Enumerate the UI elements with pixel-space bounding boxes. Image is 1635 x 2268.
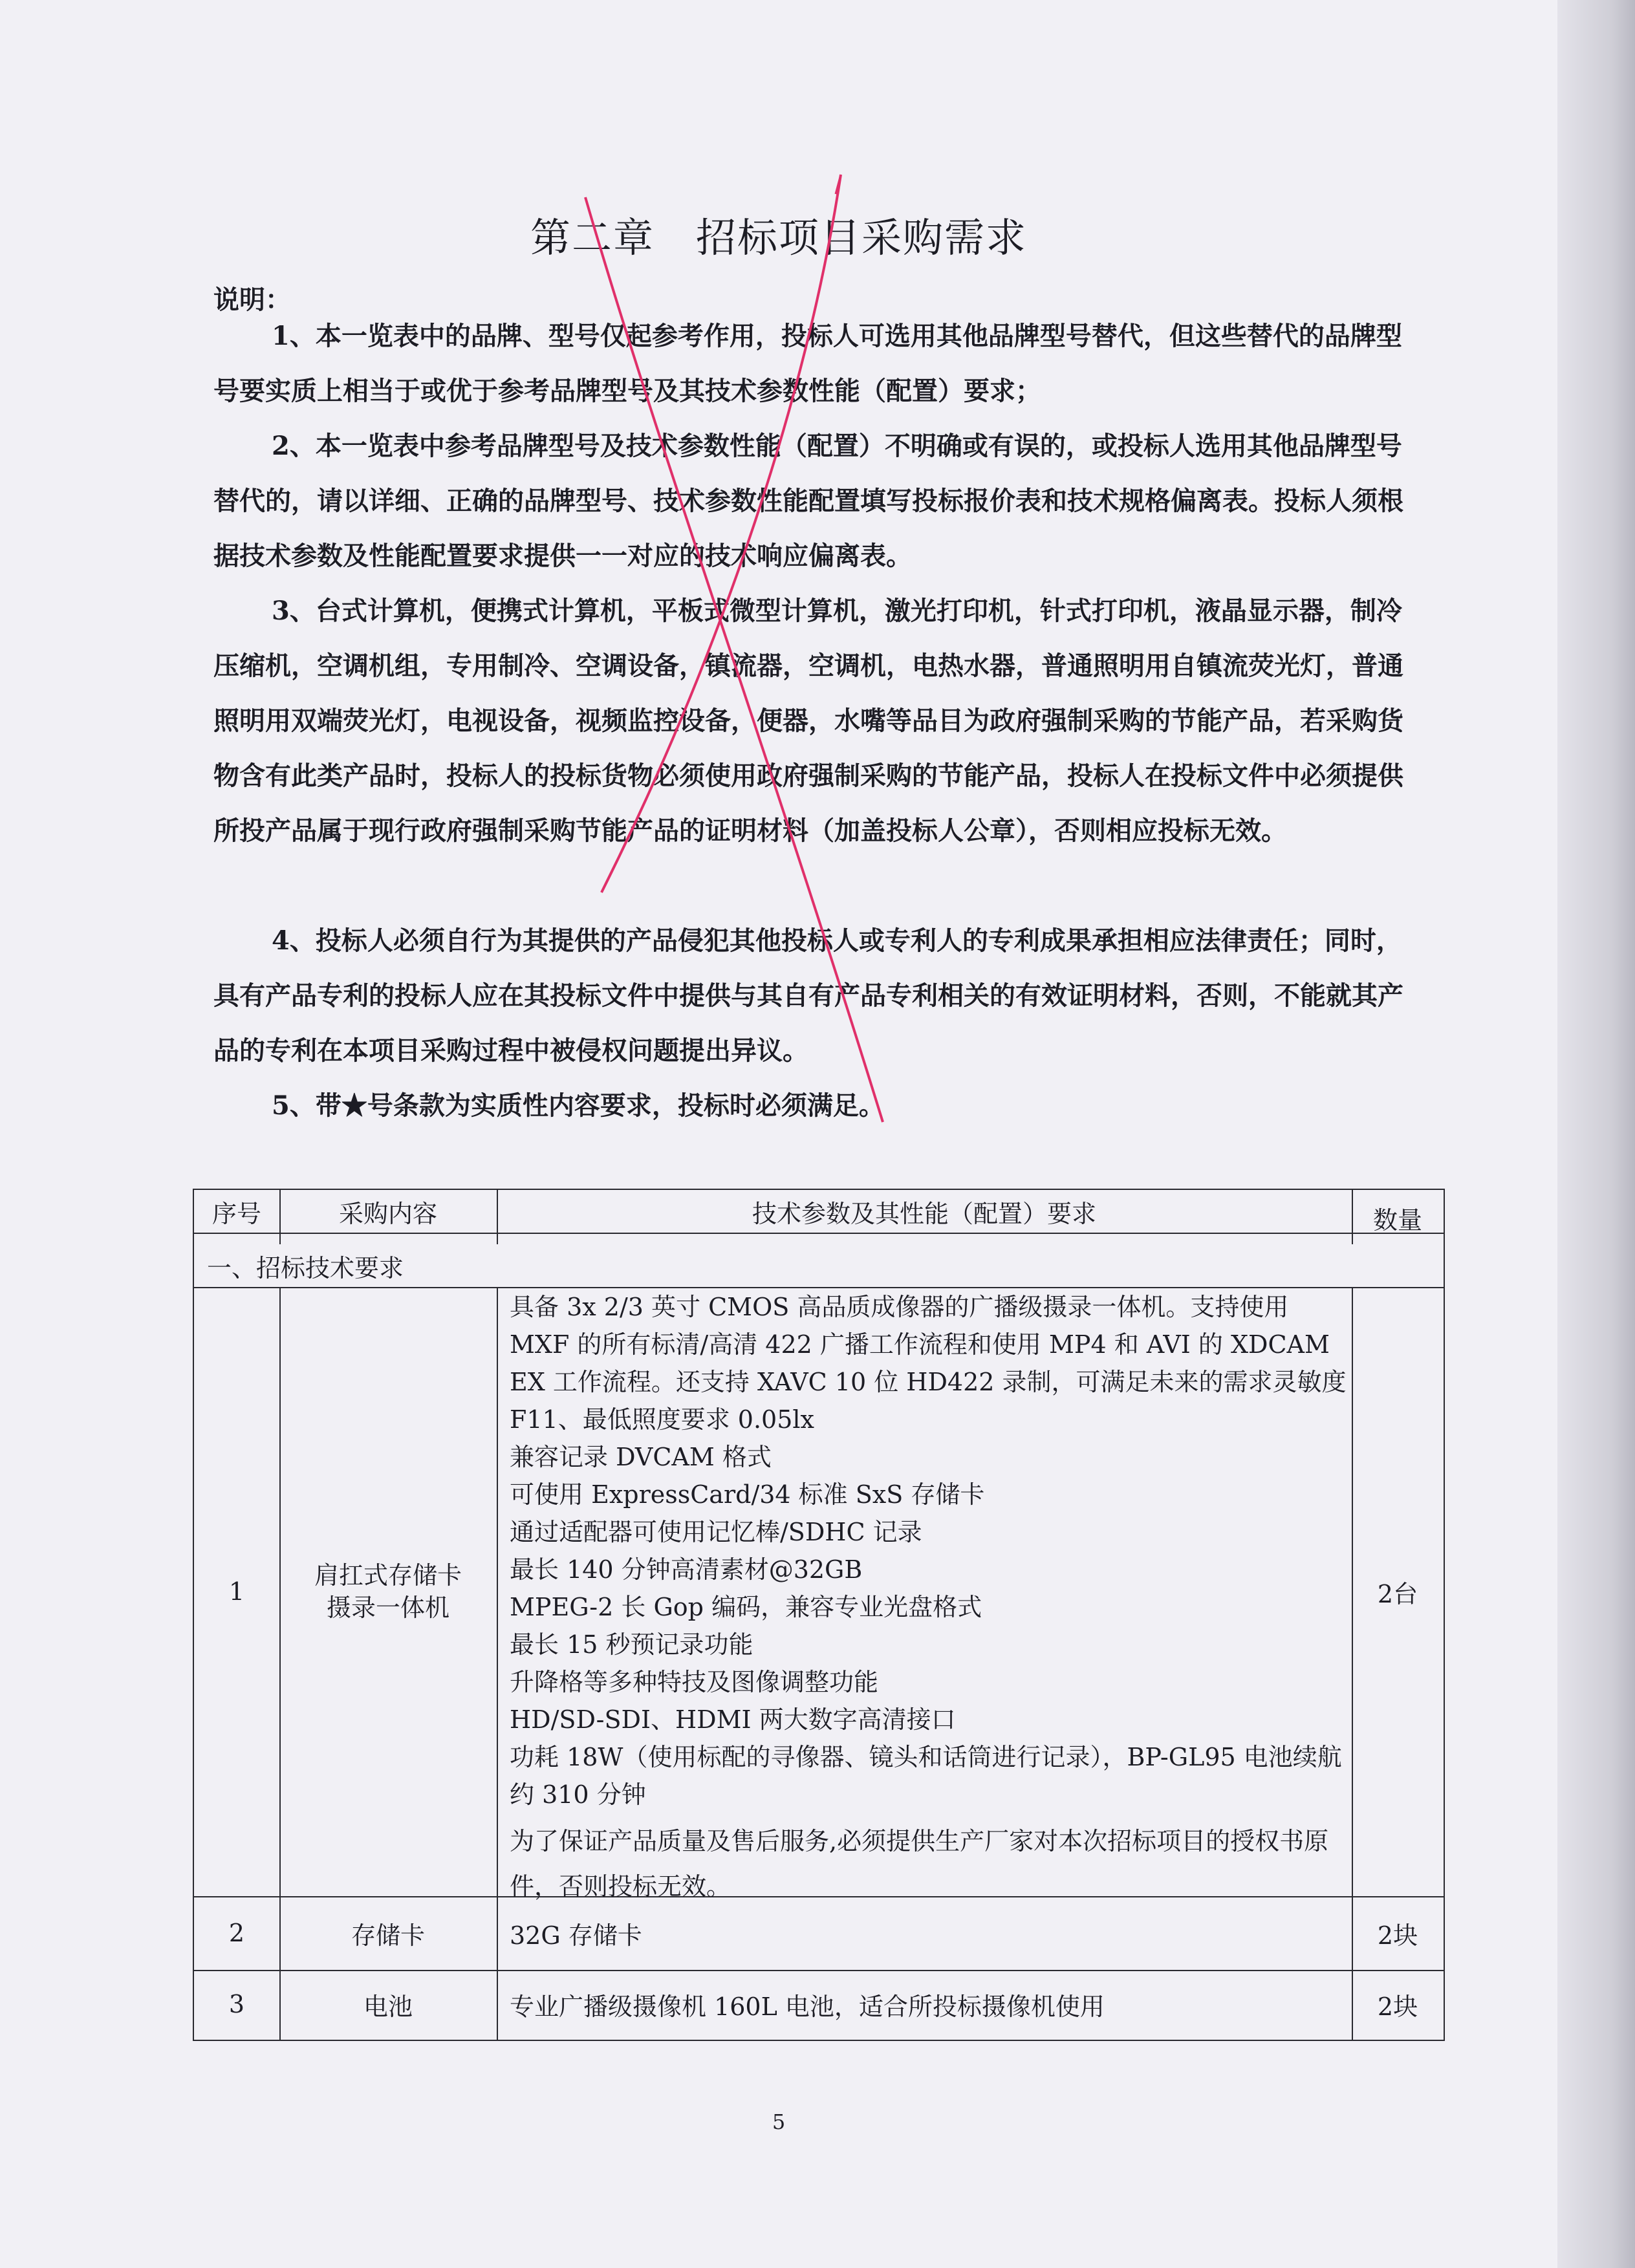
spec-line: MPEG-2 长 Gop 编码，兼容专业光盘格式	[510, 1593, 982, 1621]
spec-line: 最长 15 秒预记录功能	[510, 1630, 753, 1659]
note-2: 2、本一览表中参考品牌型号及技术参数性能（配置）不明确或有误的，或投标人选用其他品牌型号替代的，请以详细、正确的品牌型号、技术参数性能配置填写投标报价表和技术规格偏离表。投标人须根据技术参数及性能配置要求提供一一对应的技术响应偏离表。	[213, 431, 1403, 571]
note-5: 5、带★号条款为实质性内容要求，投标时必须满足。	[272, 1090, 885, 1121]
spec-line: 功耗 18W（使用标配的寻像器、镜头和话筒进行记录），BP-GL95 电池续航约 310 分钟	[510, 1743, 1342, 1809]
spec-line: 最长 140 分钟高清素材@32GB	[510, 1555, 863, 1584]
row-3-item: 电池	[363, 1992, 413, 2021]
note-1: 1、本一览表中的品牌、型号仅起参考作用，投标人可选用其他品牌型号替代，但这些替代的品牌型号要实质上相当于或优于参考品牌型号及其技术参数性能（配置）要求；	[213, 321, 1402, 406]
spec-line: 可使用 ExpressCard/34 标准 SxS 存储卡	[510, 1480, 985, 1509]
row-1-item: 肩扛式存储卡 摄录一体机	[314, 1561, 462, 1622]
header-item: 采购内容	[338, 1199, 437, 1228]
header-index: 序号	[211, 1199, 261, 1228]
row-3-spec: 专业广播级摄像机 160L 电池，适合所投标摄像机使用	[510, 1992, 1105, 2021]
note-4: 4、投标人必须自行为其提供的产品侵犯其他投标人或专利人的专利成果承担相应法律责任；同时，具有产品专利的投标人应在其投标文件中提供与其自有产品专利相关的有效证明材料，否则，不能就其产品的专利在本项目采购过程中被侵权问题提出异议。	[213, 925, 1403, 1066]
paper-edge	[1557, 0, 1635, 2268]
row-3-index: 3	[228, 1990, 245, 2018]
row-3-qty: 2块	[1377, 1992, 1418, 2021]
row-2-spec: 32G 存储卡	[510, 1921, 642, 1950]
row-1-qty: 2台	[1377, 1579, 1418, 1608]
notes-label: 说明：	[213, 285, 291, 315]
pen-stroke	[601, 175, 841, 892]
chapter-title: 第二章 招标项目采购需求	[530, 214, 1027, 261]
note-3: 3、台式计算机，便携式计算机，平板式微型计算机，激光打印机，针式打印机，液晶显示器，制冷压缩机，空调机组，专用制冷、空调设备，镇流器，空调机，电热水器，普通照明用自镇流荧光灯，普通照明用双端荧光灯，电视设备，视频监控设备，便器，水嘴等品目为政府强制采购的节能产品，若采购货物含有此类产品时，投标人的投标货物必须使用政府强制采购的节能产品，投标人在投标文件中必须提供所投产品属于现行政府强制采购节能产品的证明材料（加盖投标人公章），否则相应投标无效。	[213, 596, 1403, 846]
row-2-qty: 2块	[1377, 1921, 1418, 1950]
row-2-item: 存储卡	[351, 1921, 425, 1950]
row-1-index: 1	[228, 1577, 245, 1606]
spec-line: 兼容记录 DVCAM 格式	[510, 1443, 772, 1471]
page-number: 5	[772, 2110, 786, 2134]
spec-line: 通过适配器可使用记忆棒/SDHC 记录	[510, 1518, 922, 1546]
spec-line: 升降格等多种特技及图像调整功能	[510, 1668, 879, 1696]
section-heading: 一、招标技术要求	[207, 1253, 404, 1282]
spec-line: HD/SD-SDI、HDMI 两大数字高清接口	[510, 1705, 956, 1734]
spec-authorization-note: 为了保证产品质量及售后服务,必须提供生产厂家对本次招标项目的授权书原件，否则投标无效。	[510, 1827, 1329, 1901]
pen-stroke	[585, 197, 883, 1122]
header-spec: 技术参数及其性能（配置）要求	[752, 1199, 1096, 1228]
spec-line: 具备 3x 2/3 英寸 CMOS 高品质成像器的广播级摄录一体机。支持使用 MXF 的所有标清/高清 422 广播工作流程和使用 MP4 和 AVI 的 XDCAM EX 工作流程。还支持 XAVC 10 位 HD422 录制，可满足未来的需求灵敏度 F11、最低照度要求 0.05lx	[510, 1293, 1347, 1434]
row-2-index: 2	[228, 1919, 245, 1947]
header-qty: 数量	[1372, 1205, 1422, 1235]
